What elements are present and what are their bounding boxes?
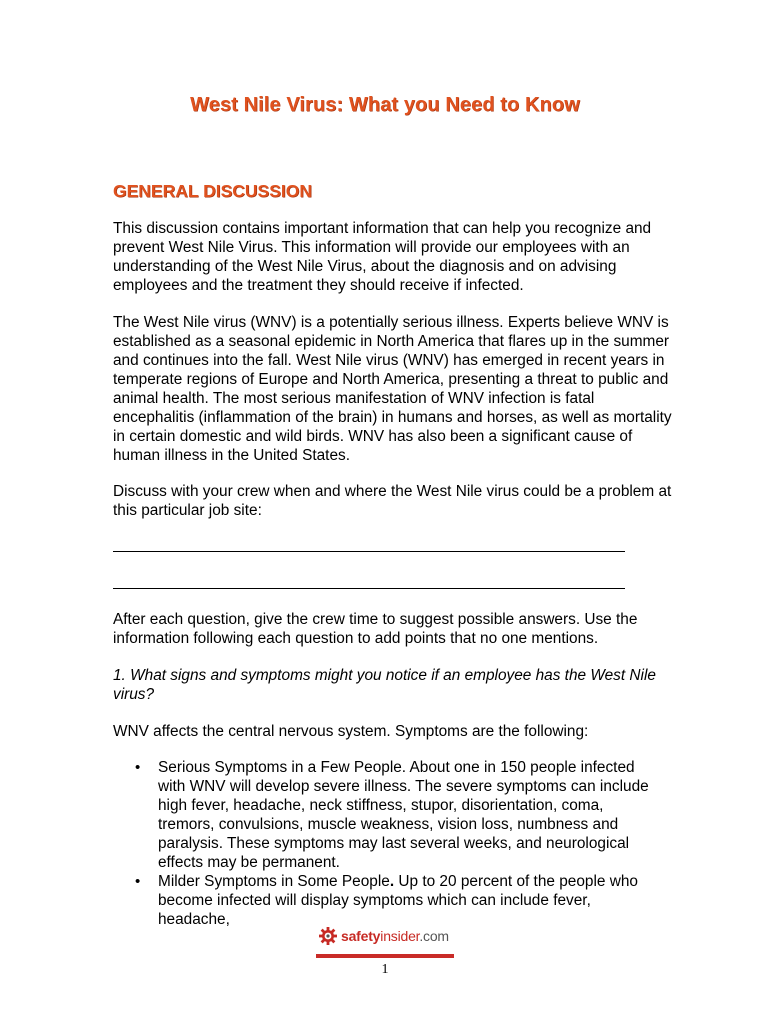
gear-logo-icon <box>318 926 338 946</box>
bullet-text: About one in 150 people infected with WNV will develop severe illness. The severe symptoms can include high fever, headache, neck stiffness, stupor, disorientation, coma, tremors, convulsions, muscle weakness, vision loss, numbness and paralysis. These symptoms may last several weeks, and neurological effects may be permanent. <box>158 759 649 871</box>
page-number: 1 <box>381 962 389 977</box>
intro-paragraph: This discussion contains important information that can help you recognize and prevent West Nile Virus. This information will provide our employees with an understanding of the West Nile Virus, about the diagnosis and on advising employees and the treatment they should receive if infected. <box>113 220 652 294</box>
symptoms-intro: WNV affects the central nervous system. Symptoms are the following: <box>113 723 589 740</box>
symptoms-list <box>113 758 673 929</box>
bullet-text: Up to 20 percent of the people who become infected will display symptoms which can include fever, headache, <box>158 873 638 928</box>
bullet-icon: • <box>135 759 141 776</box>
safetyinsider-logo <box>318 924 458 948</box>
footer-bar <box>316 954 454 958</box>
answer-line-2 <box>113 588 625 589</box>
question-1: 1. What signs and symptoms might you notice if an employee has the West Nile virus? <box>113 667 656 703</box>
logo-text-insider: insider <box>380 928 420 944</box>
list-item <box>113 758 663 872</box>
wnv-overview-paragraph: The West Nile virus (WNV) is a potentially serious illness. Experts believe WNV is established as a seasonal epidemic in North America that flares up in the summer and continues into the fall. West Nile virus (WNV) has emerged in recent years in temperate regions of Europe and North America, presenting a threat to public and animal health. The most serious manifestation of WNV infection is fatal encephalitis (inflammation of the brain) in humans and horses, as well as mortality in certain domestic and wild birds. WNV has also been a significant cause of human illness in the United States. <box>113 314 672 464</box>
logo-text-dotcom: .com <box>419 928 449 944</box>
bullet-icon: • <box>135 873 141 890</box>
instructions-paragraph: After each question, give the crew time to suggest possible answers. Use the information following each question to add points that no one mentions. <box>113 611 638 647</box>
bullet-period: . <box>389 873 399 890</box>
document-title: West Nile Virus: What you Need to Know <box>190 94 580 116</box>
logo-wordmark <box>341 928 449 944</box>
section-heading: GENERAL DISCUSSION <box>113 181 313 201</box>
logo-text-safety: safety <box>341 928 381 944</box>
list-item <box>113 872 663 929</box>
crew-discussion-prompt: Discuss with your crew when and where the West Nile virus could be a problem at this particular job site: <box>113 483 672 519</box>
bullet-lead: Serious Symptoms in a Few People. <box>158 759 407 776</box>
bullet-lead: Milder Symptoms in Some People <box>158 873 390 890</box>
answer-line-1 <box>113 551 625 552</box>
